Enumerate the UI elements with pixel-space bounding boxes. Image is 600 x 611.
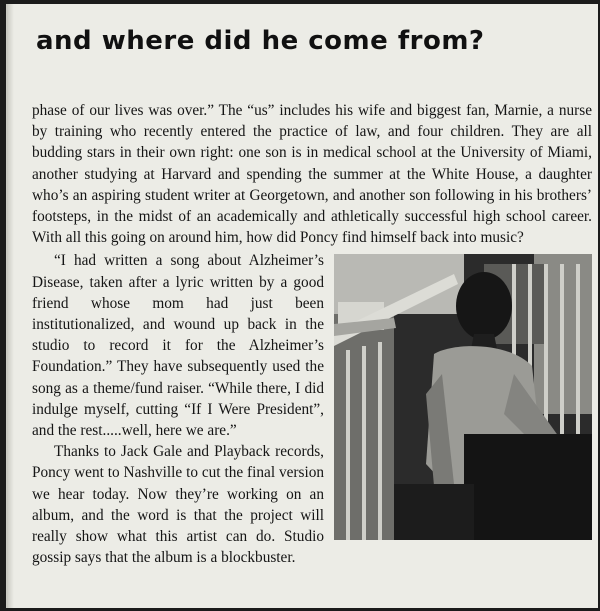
headline: and where did he come from? (36, 26, 485, 56)
paragraph-1: phase of our lives was over.” The “us” includes his wife and biggest fan, Marnie, a nurse by training who recently entered the practice of law, and four children. They are all budding stars in their own right: one son is in medical school at the University of Miami, another studying at Harvard and spending the summer at the White House, a daughter who’s an aspiring student writer at Georgetown, and another son following in his brothers’ footsteps, in the midst of an academically and athletically successful high school career. With all this going on around him, how did Poncy find himself back into music? (32, 102, 592, 247)
page-sheet (6, 4, 598, 608)
article-body (32, 100, 592, 568)
photo-man-at-piano (334, 254, 592, 540)
paragraph-3: Thanks to Jack Gale and Playback records, Poncy went to Nashville to cut the final version we hear today. Now they’re working on an album, and the word is that the project will really show what this artist can do. Studio gossip says that the album is a blockbuster. (32, 443, 324, 567)
paragraph-2: “I had written a song about Alzheimer’s Disease, taken after a lyric written by a good friend whose mom had just been institutionalized, and wound up back in the studio to record it for the Alzheimer’s Foundation.” They have subsequently used the song as a theme/fund raiser. “While there, I did indulge myself, cutting “If I Were President”, and the rest.....well, here we are.” (32, 252, 324, 440)
